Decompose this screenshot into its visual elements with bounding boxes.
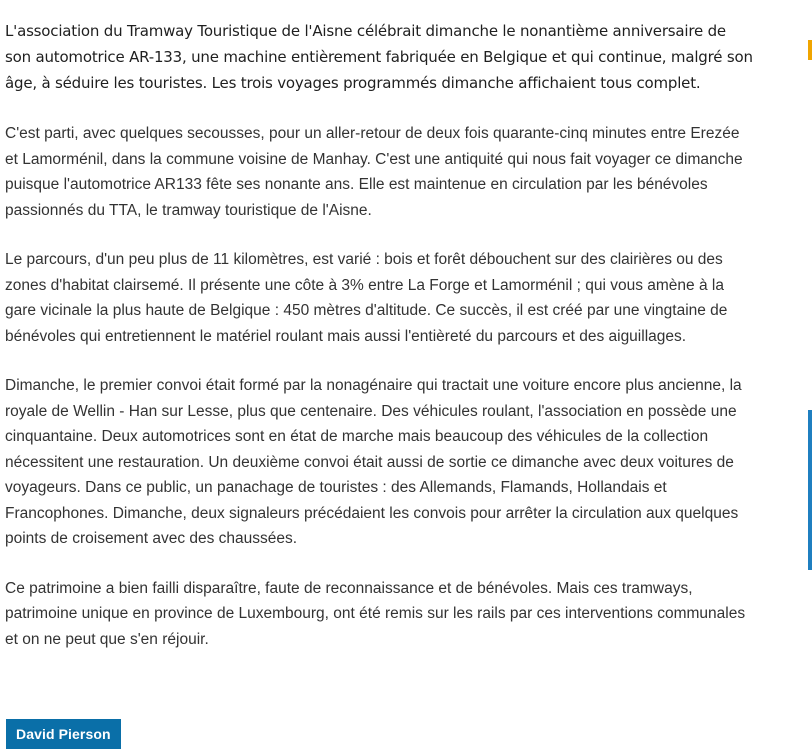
article-paragraph: Ce patrimoine a bien failli disparaître, faute de reconnaissance et de bénévoles. Mais ces tramways, patrimoine unique en province de Luxembourg, ont été remis sur les rails par ces interventions communales et on ne peut que s'en réjouir. bbox=[5, 579, 746, 648]
article-body bbox=[5, 18, 755, 676]
article-paragraph: Le parcours, d'un peu plus de 11 kilomètres, est varié : bois et forêt débouchent sur des clairières ou des zones d'habitat clairsemé. Il présente une côte à 3% entre La Forge et Lamorménil ; qui vous amène à la gare vicinale la plus haute de Belgique : 450 mètres d'altitude. Ce succès, il est créé par une vingtaine de bénévoles qui entretiennent le matériel roulant mais aussi l'entièreté du parcours et des aiguillages. bbox=[5, 251, 728, 345]
article-paragraph: C'est parti, avec quelques secousses, pour un aller-retour de deux fois quarante-cinq minutes entre Erezée et Lamorménil, dans la commune voisine de Manhay. C'est une antiquité qui nous fait voyager ce dimanche puisque l'automotrice AR133 fête ses nonante ans. Elle est maintenue en circulation par les bénévoles passionnés du TTA, le tramway touristique de l'Aisne. bbox=[5, 125, 743, 219]
sidebar-accent-top bbox=[808, 40, 812, 60]
author-link[interactable]: David Pierson bbox=[6, 719, 121, 749]
article-lead: L'association du Tramway Touristique de l'Aisne célébrait dimanche le nonantième anniversaire de son automotrice AR-133, une machine entièrement fabriquée en Belgique et qui continue, malgré son âge, à séduire les touristes. Les trois voyages programmés dimanche affichaient tous complet. bbox=[5, 22, 753, 92]
article-paragraph: Dimanche, le premier convoi était formé par la nonagénaire qui tractait une voiture encore plus ancienne, la royale de Wellin - Han sur Lesse, plus que centenaire. Des véhicules roulant, l'association en possède une cinquantaine. Deux automotrices sont en état de marche mais beaucoup des véhicules de la collection nécessitent une restauration. Un deuxième convoi était aussi de sortie ce dimanche avec deux voitures de voyageurs. Dans ce public, un panachage de touristes : des Allemands, Flamands, Hollandais et Francophones. Dimanche, deux signaleurs précédaient les convois pour arrêter la circulation aux quelques points de croisement avec des chaussées. bbox=[5, 377, 742, 547]
sidebar-accent-middle bbox=[808, 410, 812, 570]
